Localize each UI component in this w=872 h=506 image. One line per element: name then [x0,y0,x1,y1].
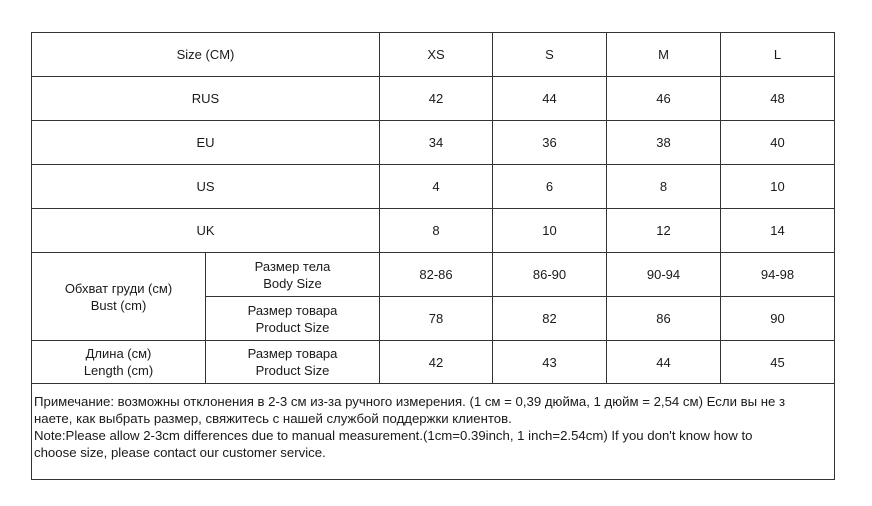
size-s-header: S [493,33,607,77]
table-cell: 90-94 [607,253,721,297]
table-row-length [32,341,835,384]
eu-label: EU [32,121,380,165]
table-cell: 78 [380,297,493,341]
table-cell: 82-86 [380,253,493,297]
product-size-label [206,297,380,341]
table-cell: 4 [380,165,493,209]
table-row-uk [32,209,835,253]
body-size-label [206,253,380,297]
note-en-line-2: choose size, please contact our customer service. [34,445,326,460]
product-size-label-ru: Размер товара [247,302,338,318]
size-cm-header: Size (CM) [32,33,380,77]
table-cell: 10 [493,209,607,253]
note-row [32,384,835,480]
table-cell: 14 [721,209,835,253]
table-cell: 36 [493,121,607,165]
table-cell: 10 [721,165,835,209]
size-m-header: M [607,33,721,77]
table-cell: 40 [721,121,835,165]
table-cell: 45 [721,341,835,384]
table-cell: 44 [607,341,721,384]
table-cell: 34 [380,121,493,165]
length-product-size-label-en: Product Size [255,363,330,378]
length-product-size-label-ru: Размер товара [247,346,338,361]
note-ru-line-2: наете, как выбрать размер, свяжитесь с нашей службой поддержки клиентов. [34,411,512,426]
table-cell: 86 [607,297,721,341]
length-label [32,341,206,384]
table-cell: 44 [493,77,607,121]
table-cell: 43 [493,341,607,384]
body-size-label-en: Body Size [263,275,322,291]
table-cell: 82 [493,297,607,341]
header-row [32,33,835,77]
table-cell: 42 [380,77,493,121]
table-cell: 48 [721,77,835,121]
bust-label [32,253,206,341]
table-row-us [32,165,835,209]
table-cell: 90 [721,297,835,341]
bust-label-ru: Обхват груди (см) [64,280,173,296]
size-xs-header: XS [380,33,493,77]
length-label-ru: Длина (см) [85,346,152,361]
bust-label-en: Bust (cm) [90,297,147,313]
uk-label: UK [32,209,380,253]
size-chart-table [31,32,835,480]
length-label-en: Length (cm) [83,363,154,378]
table-row-rus [32,77,835,121]
rus-label: RUS [32,77,380,121]
table-cell: 12 [607,209,721,253]
size-l-header: L [721,33,835,77]
length-product-size-label [206,341,380,384]
product-size-label-en: Product Size [255,319,330,335]
table-cell: 86-90 [493,253,607,297]
note-ru-line-1: Примечание: возможны отклонения в 2-3 см из-за ручного измерения. (1 см = 0,39 дюйма, 1 дюйм = 2,54 см) Если вы не з [34,394,786,409]
body-size-label-ru: Размер тела [254,258,331,274]
note-cell [32,384,835,480]
us-label: US [32,165,380,209]
note-en-line-1: Note:Please allow 2-3cm differences due to manual measurement.(1cm=0.39inch, 1 inch=2.54cm) If you don't know how to [34,428,753,443]
table-row-bust-body [32,253,835,297]
table-cell: 8 [380,209,493,253]
table-cell: 46 [607,77,721,121]
table-cell: 42 [380,341,493,384]
table-cell: 8 [607,165,721,209]
table-cell: 38 [607,121,721,165]
table-cell: 6 [493,165,607,209]
table-cell: 94-98 [721,253,835,297]
table-row-eu [32,121,835,165]
